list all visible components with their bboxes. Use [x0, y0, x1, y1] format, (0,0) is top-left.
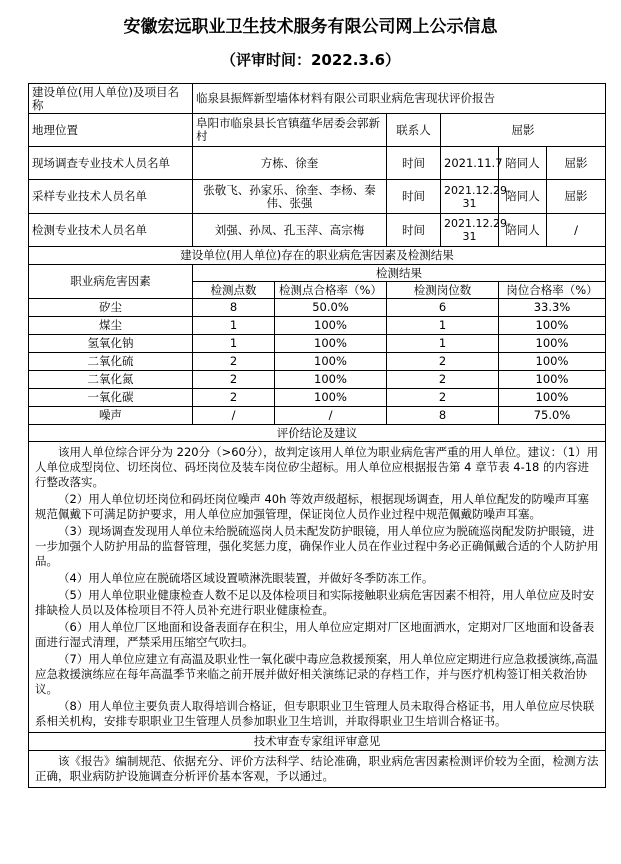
- hazard-section-title: 建设单位(用人单位)存在的职业病危害因素及检测结果: [29, 247, 606, 265]
- evaluation-paragraph: （3）现场调查发现用人单位未给脱硫巡岗人员未配发防护眼镜，用人单位应为脱硫巡岗配发防护眼镜，进一步加强个人防护用品的监督管理，强化奖惩力度，确保作业人员在作业过程中务必正确佩戴合适的个人防护用品。: [35, 524, 599, 568]
- evaluation-title: 评价结论及建议: [29, 425, 606, 442]
- hazard-points: 8: [193, 299, 275, 317]
- hazard-section-header: [29, 247, 606, 265]
- hazard-name: 氢氧化钠: [29, 335, 193, 353]
- unit-value: 临泉县振辉新型墙体材料有限公司职业病危害现状评价报告: [193, 84, 606, 114]
- evaluation-paragraph: （2）用人单位切坯岗位和码坯岗位噪声 40h 等效声级超标，根据现场调查，用人单位配发的防噪声耳塞规范佩戴下可满足防护要求，用人单位应加强管理，保证岗位人员作业过程中规范佩戴防噪声耳塞。: [35, 492, 590, 521]
- table-row: [29, 389, 606, 407]
- hazard-post-rate: 100%: [499, 371, 606, 389]
- survey-accomp-label: 陪同人: [499, 147, 547, 180]
- hazard-points: 2: [193, 353, 275, 371]
- contact-value: 屈影: [441, 114, 606, 147]
- hazard-posts: 2: [387, 371, 499, 389]
- hazard-points: /: [193, 407, 275, 425]
- survey-label: 现场调查专业技术人员名单: [29, 147, 193, 180]
- testing-accomp: /: [547, 214, 606, 247]
- hazard-points: 2: [193, 389, 275, 407]
- hazard-name: 噪声: [29, 407, 193, 425]
- contact-label: 联系人: [387, 114, 441, 147]
- hazard-point-rate: 50.0%: [275, 299, 387, 317]
- table-row: [29, 299, 606, 317]
- hazard-points: 2: [193, 371, 275, 389]
- survey-accomp: 屈影: [547, 147, 606, 180]
- hazard-name: 二氧化氮: [29, 371, 193, 389]
- hazard-posts: 8: [387, 407, 499, 425]
- expert-opinion: 该《报告》编制规范、依据充分、评价方法科学、结论准确，职业病危害因素检测评价较为全面，检测方法正确，职业病防护设施调查分析评价基本客观，予以通过。: [35, 754, 599, 783]
- testing-time-label: 时间: [387, 214, 441, 247]
- unit-label: 建设单位(用人单位)及项目名称: [29, 84, 193, 114]
- col-post-rate: 岗位合格率（%）: [499, 282, 606, 299]
- sampling-row: [29, 180, 606, 214]
- hazard-point-rate: 100%: [275, 371, 387, 389]
- sampling-accomp: 屈影: [547, 180, 606, 214]
- survey-names: 方栋、徐奎: [193, 147, 387, 180]
- sampling-time: 2021.12.29-31: [441, 180, 499, 214]
- hazard-post-rate: 100%: [499, 389, 606, 407]
- hazard-name: 一氧化碳: [29, 389, 193, 407]
- hazard-posts: 1: [387, 317, 499, 335]
- disclosure-table: [28, 83, 606, 788]
- location-value: 阜阳市临泉县长官镇蕴华居委会郭新村: [193, 114, 387, 147]
- unit-row: [29, 84, 606, 114]
- hazard-point-rate: 100%: [275, 353, 387, 371]
- table-row: [29, 407, 606, 425]
- hazard-name: 矽尘: [29, 299, 193, 317]
- testing-accomp-label: 陪同人: [499, 214, 547, 247]
- hazard-point-rate: /: [275, 407, 387, 425]
- evaluation-paragraph: 该用人单位综合评分为 220分（>60分），故判定该用人单位为职业病危害严重的用人单位。建议：（1）用人单位成型岗位、切坯岗位、码坯岗位及装车岗位矽尘超标。用人单位应根据报告第 4 章节表 4-18 的内容进行整改落实。: [35, 445, 599, 489]
- testing-row: [29, 214, 606, 247]
- col-posts: 检测岗位数: [387, 282, 499, 299]
- table-row: [29, 353, 606, 371]
- hazard-post-rate: 100%: [499, 335, 606, 353]
- survey-time: 2021.11.7: [441, 147, 499, 180]
- hazard-posts: 2: [387, 389, 499, 407]
- hazard-point-rate: 100%: [275, 335, 387, 353]
- hazard-posts: 1: [387, 335, 499, 353]
- expert-title: 技术审查专家组评审意见: [29, 733, 606, 751]
- hazard-header-row-1: [29, 265, 606, 282]
- hazard-name: 二氧化硫: [29, 353, 193, 371]
- hazard-name: 煤尘: [29, 317, 193, 335]
- hazard-post-rate: 100%: [499, 317, 606, 335]
- location-label: 地理位置: [29, 114, 193, 147]
- expert-text-cell: [29, 751, 606, 788]
- hazard-points: 1: [193, 335, 275, 353]
- hazard-post-rate: 100%: [499, 353, 606, 371]
- evaluation-paragraph: （7）用人单位应建立有高温及职业性一氧化碳中毒应急救援预案，用人单位应定期进行应急救援演练,高温应急救援演练应在每年高温季节来临之前开展并做好相关演练记录的存档工作，并与医疗机构签订相关救治协议。: [35, 652, 598, 696]
- hazard-point-rate: 100%: [275, 389, 387, 407]
- hazard-posts: 2: [387, 353, 499, 371]
- evaluation-paragraph: （5）用人单位职业健康检查人数不足以及体检项目和实际接触职业病危害因素不相符，用人单位应及时安排缺检人员以及体检项目不符人员补充进行职业健康检查。: [35, 588, 595, 617]
- results-header: 检测结果: [193, 265, 606, 282]
- location-row: [29, 114, 606, 147]
- evaluation-paragraph: （4）用人单位应在脱硫塔区域设置喷淋洗眼装置，并做好冬季防冻工作。: [58, 571, 434, 585]
- evaluation-header: [29, 425, 606, 442]
- sampling-accomp-label: 陪同人: [499, 180, 547, 214]
- testing-names: 刘强、孙凤、孔玉萍、高宗梅: [193, 214, 387, 247]
- survey-time-label: 时间: [387, 147, 441, 180]
- page-title: 安徽宏远职业卫生技术服务有限公司网上公示信息: [123, 17, 498, 37]
- review-time: （评审时间：2022.3.6）: [220, 51, 401, 69]
- sampling-names: 张敬飞、孙家乐、徐奎、李杨、秦伟、张强: [193, 180, 387, 214]
- survey-row: [29, 147, 606, 180]
- testing-time: 2021.12.29-31: [441, 214, 499, 247]
- hazard-posts: 6: [387, 299, 499, 317]
- testing-label: 检测专业技术人员名单: [29, 214, 193, 247]
- expert-body: [29, 751, 606, 788]
- hazard-post-rate: 33.3%: [499, 299, 606, 317]
- factor-header: 职业病危害因素: [29, 265, 193, 299]
- table-row: [29, 317, 606, 335]
- evaluation-text: [29, 442, 606, 733]
- sampling-label: 采样专业技术人员名单: [29, 180, 193, 214]
- sampling-time-label: 时间: [387, 180, 441, 214]
- hazard-post-rate: 75.0%: [499, 407, 606, 425]
- table-row: [29, 335, 606, 353]
- evaluation-body: [29, 442, 606, 733]
- col-points: 检测点数: [193, 282, 275, 299]
- table-row: [29, 371, 606, 389]
- hazard-point-rate: 100%: [275, 317, 387, 335]
- hazard-points: 1: [193, 317, 275, 335]
- evaluation-paragraph: （6）用人单位厂区地面和设备表面存在积尘，用人单位应定期对厂区地面洒水，定期对厂区地面和设备表面进行湿式清理，严禁采用压缩空气吹扫。: [35, 620, 595, 649]
- expert-header: [29, 733, 606, 751]
- col-point-rate: 检测点合格率（%）: [275, 282, 387, 299]
- evaluation-paragraph: （8）用人单位主要负责人取得培训合格证，但专职职业卫生管理人员未取得合格证书，用人单位应尽快联系相关机构，安排专职职业卫生管理人员参加职业卫生培训，并取得职业卫生培训合格证书。: [35, 699, 595, 728]
